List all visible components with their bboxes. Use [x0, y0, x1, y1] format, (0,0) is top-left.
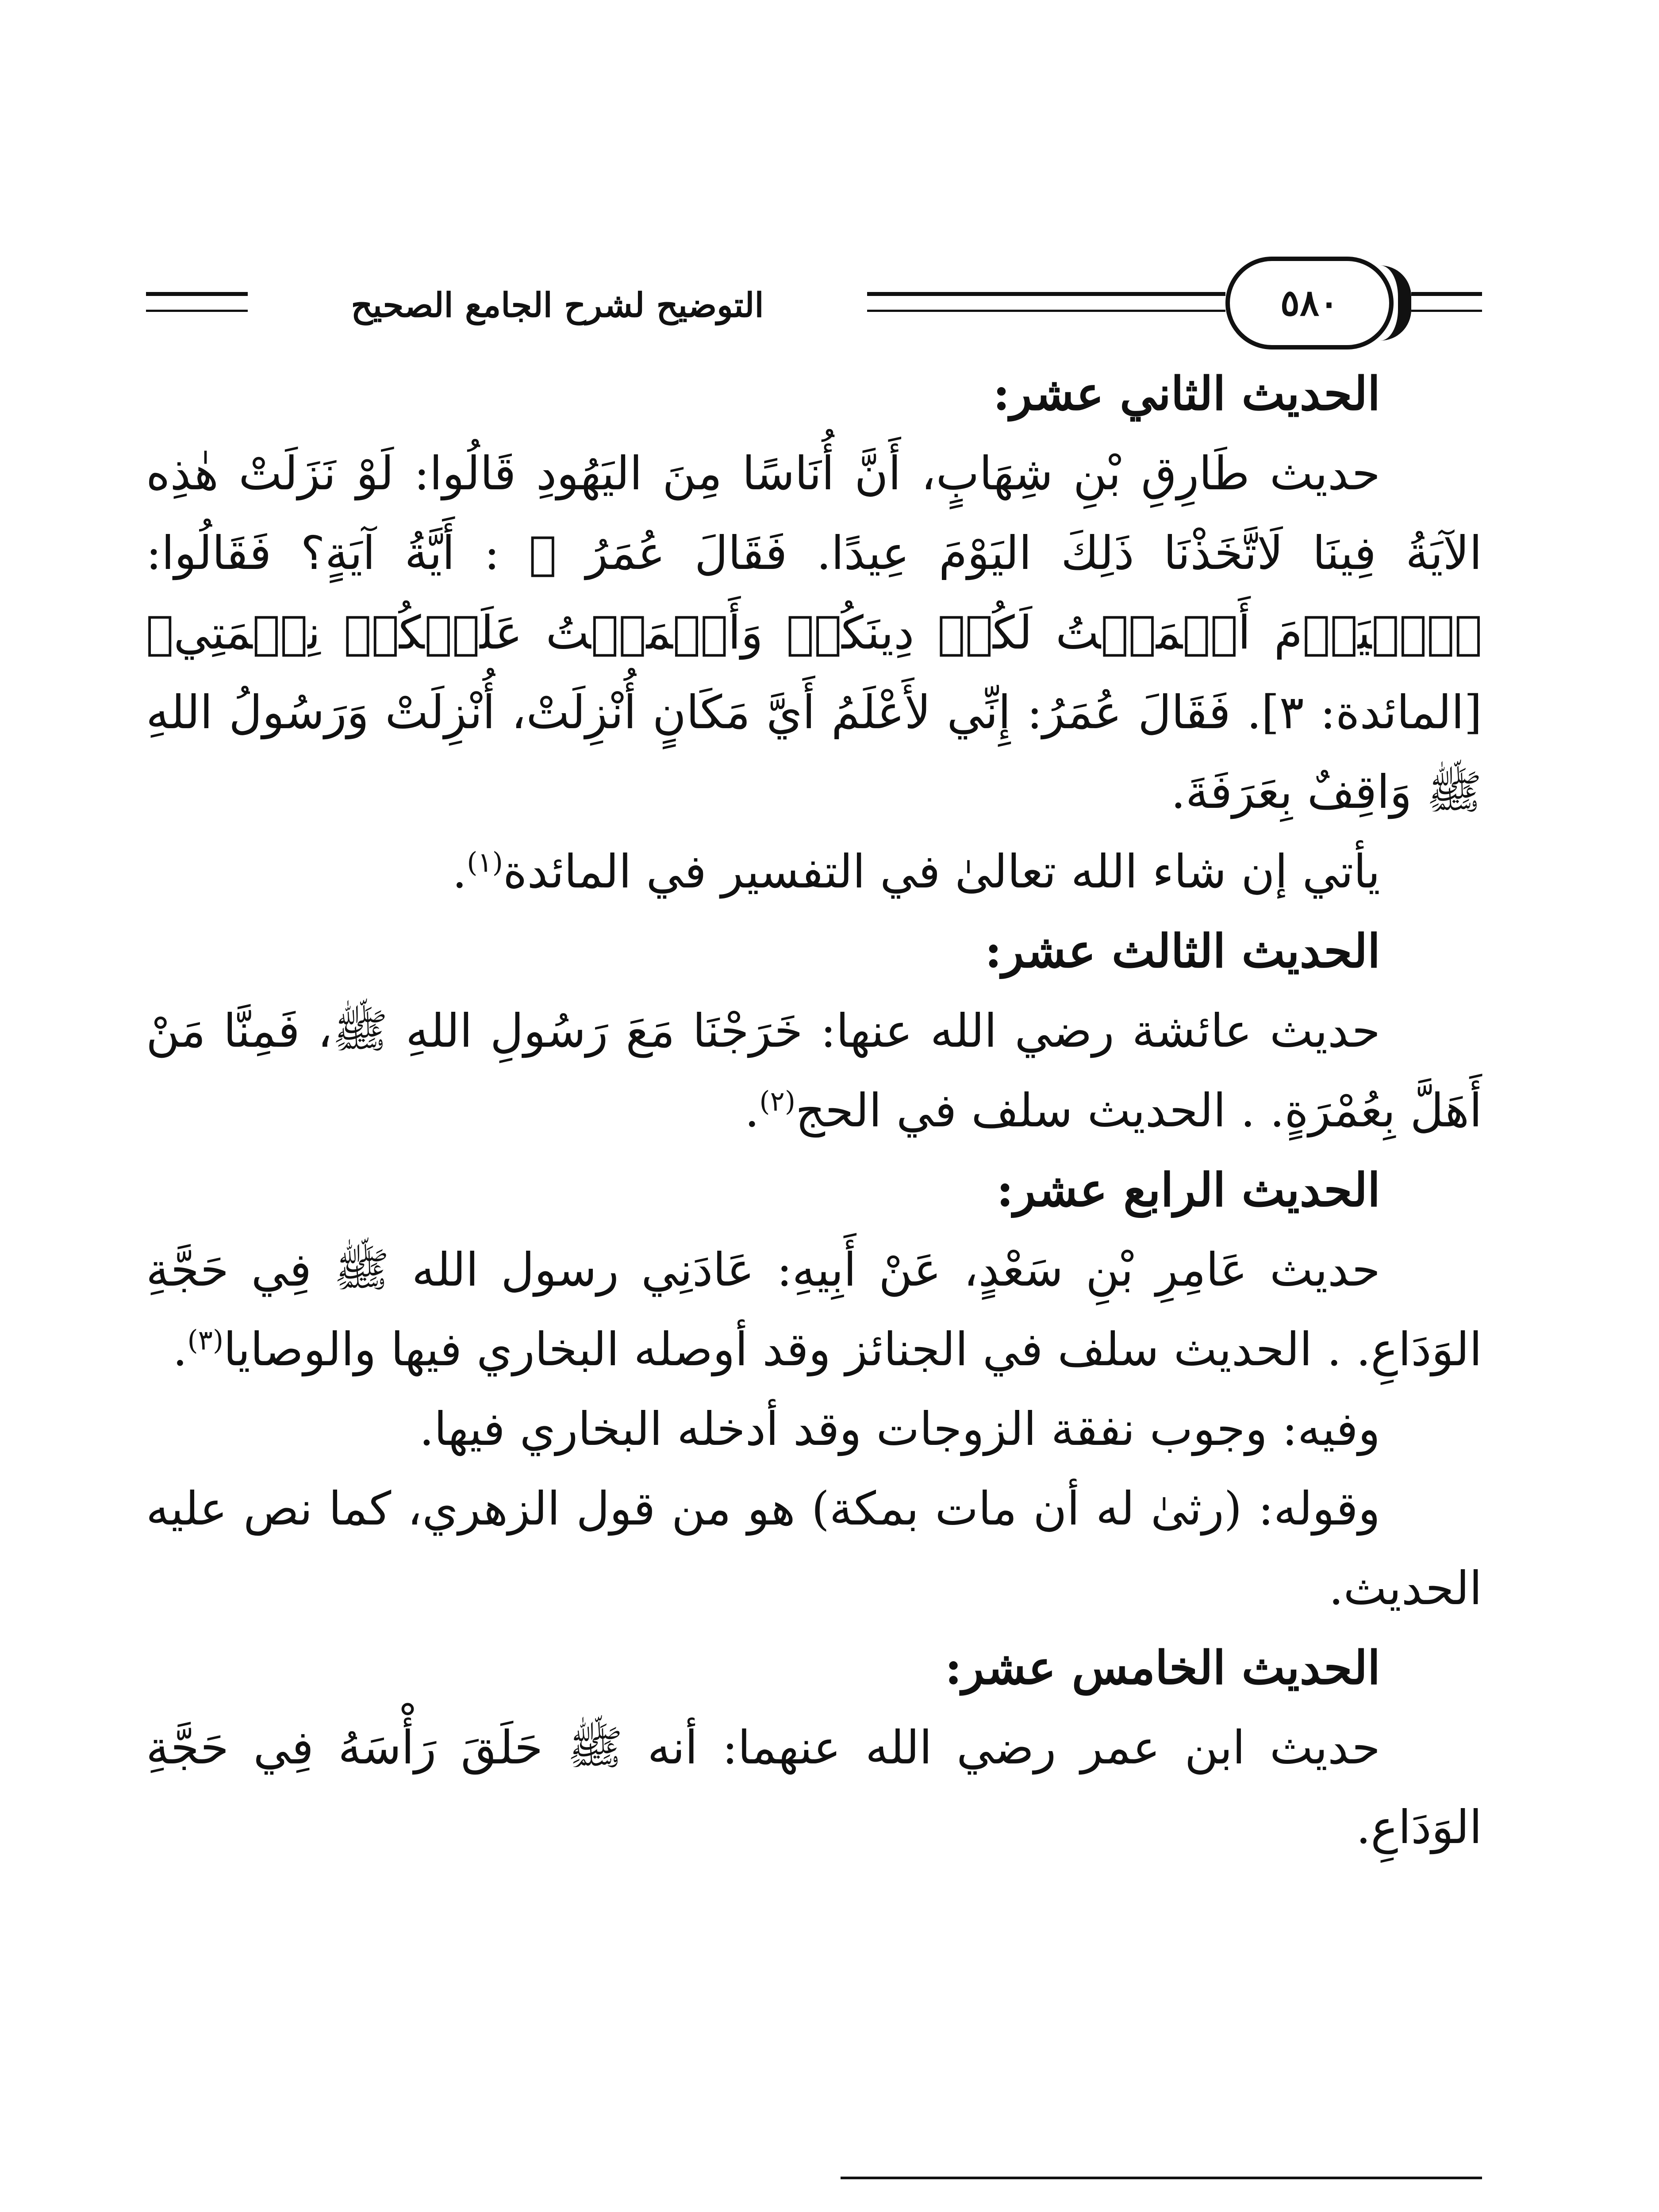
header-title: التوضيح لشرح الجامع الصحيح — [351, 285, 764, 325]
running-header — [146, 248, 1482, 363]
page-body — [146, 354, 1482, 1867]
paragraph-text: يأتي إن شاء الله تعالىٰ في التفسير في المائدة — [503, 845, 1380, 899]
paragraph-end: . — [745, 1083, 760, 1137]
commentary-paragraph: وفيه: وجوب نفقة الزوجات وقد أدخله البخاري فيها. — [419, 1402, 1380, 1456]
section-heading-14: الحديث الرابع عشر: — [996, 1163, 1380, 1217]
hadith-paragraph — [146, 991, 1482, 1150]
paragraph-text: حديث عائشة رضي الله عنها: خَرَجْنَا مَعَ رَسُولِ اللهِ ﷺ، فَمِنَّا مَنْ أَهَلَّ بِعُمْرَةٍ. . الحديث سلف في الحج — [146, 1004, 1482, 1137]
hadith-paragraph — [146, 1230, 1482, 1389]
header-rule-left-thin — [146, 310, 248, 312]
hadith-paragraph: حديث طَارِقِ بْنِ شِهَابٍ، أَنَّ أُنَاسًا مِنَ اليَهُودِ قَالُوا: لَوْ نَزَلَتْ هٰذِه الآيَةُ فِينَا لَاتَّخَذْنَا ذَلِكَ اليَوْمَ عِيدًا. فَقَالَ عُمَرُ ﷺ : أَيَّةُ آيَةٍ؟ فَقَالُوا: ﴿ٱلۡيَوۡمَ أَكۡمَلۡتُ لَكُمۡ دِينَكُمۡ وَأَتۡمَمۡتُ عَلَيۡكُمۡ نِعۡمَتِي﴾ [المائدة: ٣]. فَقَالَ عُمَرُ: إِنِّي لأَعْلَمُ أَيَّ مَكَانٍ أُنْزِلَتْ، أُنْزِلَتْ وَرَسُولُ اللهِ ﷺ وَاقِفٌ بِعَرَفَةَ. — [146, 446, 1482, 819]
header-rule-right-thin — [1411, 310, 1482, 312]
hadith-paragraph: حديث ابن عمر رضي الله عنهما: أنه ﷺ حَلَقَ رَأْسَهُ فِي حَجَّةِ الوَدَاعِ. — [146, 1720, 1482, 1854]
footnote-1 — [146, 2208, 1482, 2212]
section-heading-12: الحديث الثاني عشر: — [993, 366, 1380, 421]
footnotes — [146, 2208, 1482, 2212]
paragraph-end: . — [452, 845, 467, 899]
page-number: ٥٨٠ — [1225, 257, 1394, 349]
commentary-paragraph — [146, 832, 1482, 911]
header-rule-middle-thin — [867, 310, 1225, 312]
paragraph-end: . — [173, 1322, 188, 1376]
footnote-ref-1: (١) — [467, 846, 503, 879]
commentary-paragraph: وقوله: (رثىٰ له أن مات بمكة) هو من قول الزهري، كما نص عليه الحديث. — [146, 1482, 1482, 1615]
footnote-ref-2: (٢) — [759, 1085, 796, 1118]
footnote-number — [1394, 2208, 1482, 2212]
header-rule-left — [146, 292, 248, 296]
section-heading-13: الحديث الثالث عشر: — [985, 924, 1380, 978]
section-heading-15: الحديث الخامس عشر: — [945, 1640, 1380, 1695]
header-rule-middle — [867, 292, 1225, 296]
page-number-ornament — [1380, 265, 1411, 341]
header-rule-right — [1411, 292, 1482, 296]
footnote-separator — [841, 2177, 1482, 2179]
footnote-ref-3: (٣) — [187, 1324, 224, 1356]
paragraph-text: حديث عَامِرِ بْنِ سَعْدٍ، عَنْ أَبِيهِ: عَادَنِي رسول الله ﷺ فِي حَجَّةِ الوَدَاعِ. . الحديث سلف في الجنائز وقد أوصله البخاري فيها والوصايا — [146, 1243, 1482, 1376]
